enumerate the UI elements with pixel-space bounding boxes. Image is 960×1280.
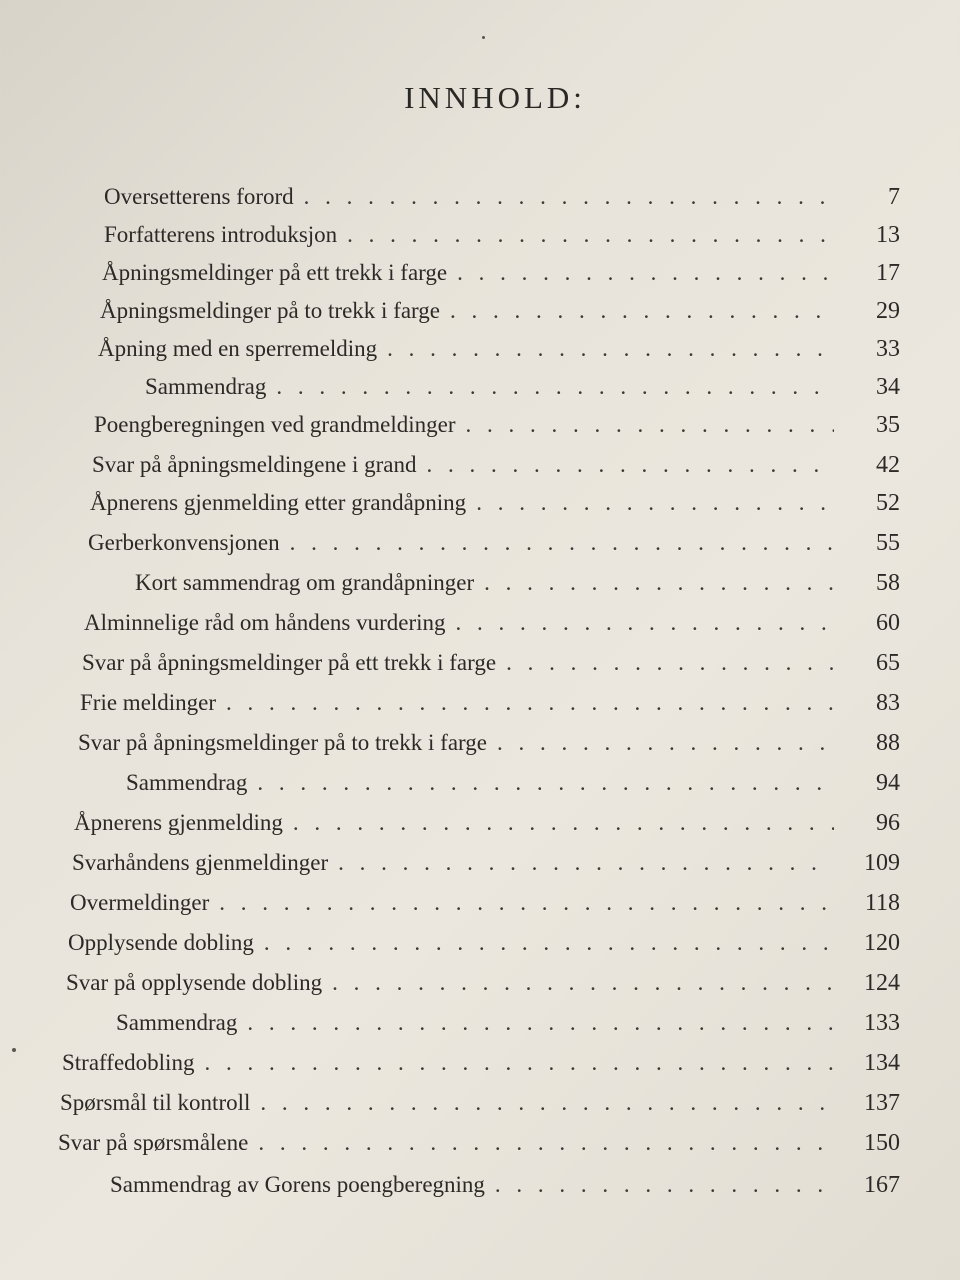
toc-entry-page: 124: [864, 970, 900, 996]
toc-entry-page: 55: [876, 530, 900, 556]
toc-entry-page: 167: [864, 1172, 900, 1198]
leader-dots: [347, 222, 834, 248]
leader-dots: [257, 770, 834, 796]
leader-dots: [456, 610, 834, 636]
toc-entry-label: Åpningsmeldinger på to trekk i farge: [100, 298, 441, 323]
toc-entry-label: Åpning med en sperremelding: [98, 336, 378, 361]
toc-entry: [88, 530, 900, 557]
toc-entry-label: Opplysende dobling: [68, 930, 254, 955]
toc-entry: [60, 1090, 900, 1117]
toc-entry: [98, 336, 900, 363]
toc-entry-sub: [126, 770, 900, 797]
toc-entry-label: Spørsmål til kontroll: [60, 1090, 251, 1115]
toc-entry-page: 33: [876, 336, 900, 362]
toc-entry: [72, 850, 900, 877]
leader-dots: [204, 1050, 834, 1076]
toc-entry-page: 88: [876, 730, 900, 756]
toc-entry-label: Åpnerens gjenmelding: [74, 810, 283, 835]
toc-entry: [66, 970, 900, 997]
leader-dots: [450, 298, 834, 324]
toc-entry-label: Straffedobling: [62, 1050, 195, 1075]
toc-entry-label: Poengberegningen ved grandmeldinger: [94, 412, 456, 437]
toc-entry-page: 60: [876, 610, 900, 636]
leader-dots: [338, 850, 834, 876]
toc-entry: [78, 730, 900, 757]
toc-entry-label: Forfatterens introduksjon: [104, 222, 338, 247]
leader-dots: [290, 530, 834, 556]
leader-dots: [293, 810, 834, 836]
toc-entry-label: Sammendrag: [145, 374, 267, 399]
toc-entry: [94, 412, 900, 439]
page-title: INNHOLD:: [404, 80, 586, 115]
toc-entry: [80, 690, 900, 717]
leader-dots: [387, 336, 834, 362]
toc-entry-label: Alminnelige råd om håndens vurdering: [84, 610, 446, 635]
toc-entry-page: 17: [876, 260, 900, 286]
toc-entry-page: 42: [876, 452, 900, 478]
toc-entry-page: 13: [876, 222, 900, 248]
toc-entry-label: Sammendrag av Gorens poengberegning: [110, 1172, 485, 1197]
toc-entry-page: 120: [864, 930, 900, 956]
toc-entry-label: Åpningsmeldinger på ett trekk i farge: [102, 260, 448, 285]
toc-entry: [104, 222, 900, 249]
toc-entry-page: 7: [888, 184, 900, 210]
toc-entry-sub: [110, 1172, 900, 1199]
toc-entry-label: Svarhåndens gjenmeldinger: [72, 850, 329, 875]
toc-entry-page: 83: [876, 690, 900, 716]
leader-dots: [484, 570, 834, 596]
toc-entry-page: 137: [864, 1090, 900, 1116]
toc-entry: [100, 298, 900, 325]
toc-entry-page: 109: [864, 850, 900, 876]
toc-entry-page: 94: [876, 770, 900, 796]
leader-dots: [426, 452, 834, 478]
toc-entry: [70, 890, 900, 917]
paper-speck: [12, 1048, 16, 1052]
toc-entry: [62, 1050, 900, 1077]
toc-entry-page: 150: [864, 1130, 900, 1156]
toc-entry-label: Svar på spørsmålene: [58, 1130, 249, 1155]
toc-entry-label: Åpnerens gjenmelding etter grandåpning: [90, 490, 467, 515]
toc-entry: [90, 490, 900, 517]
leader-dots: [332, 970, 834, 996]
toc-entry-label: Sammendrag: [116, 1010, 238, 1035]
toc-entry-label: Svar på åpningsmeldingene i grand: [92, 452, 417, 477]
toc-entry-page: 34: [876, 374, 900, 400]
toc-entry-page: 35: [876, 412, 900, 438]
toc-entry-sub: [135, 570, 900, 597]
toc-entry-page: 133: [864, 1010, 900, 1036]
leader-dots: [304, 184, 834, 210]
toc-entry: [58, 1130, 900, 1157]
toc-entry-label: Svar på åpningsmeldinger på to trekk i farge: [78, 730, 487, 755]
toc-entry: [92, 452, 900, 479]
leader-dots: [258, 1130, 834, 1156]
leader-dots: [506, 650, 834, 676]
leader-dots: [247, 1010, 834, 1036]
leader-dots: [497, 730, 834, 756]
toc-entry-page: 29: [876, 298, 900, 324]
toc-entry: [84, 610, 900, 637]
toc-entry-page: 118: [864, 890, 900, 916]
toc-entry-label: Svar på åpningsmeldinger på ett trekk i farge: [82, 650, 497, 675]
toc-entry-label: Sammendrag: [126, 770, 248, 795]
toc-entry: [102, 260, 900, 287]
toc-entry: [104, 184, 900, 211]
leader-dots: [264, 930, 834, 956]
leader-dots: [226, 690, 834, 716]
toc-entry-sub: [145, 374, 900, 401]
toc-entry-label: Svar på opplysende dobling: [66, 970, 323, 995]
toc-entry-page: 65: [876, 650, 900, 676]
leader-dots: [276, 374, 834, 400]
leader-dots: [466, 412, 835, 438]
toc-entry-page: 52: [876, 490, 900, 516]
leader-dots: [495, 1172, 834, 1198]
toc-entry-label: Overmeldinger: [70, 890, 210, 915]
toc-entry-label: Kort sammendrag om grandåpninger: [135, 570, 475, 595]
toc-entry-sub: [116, 1010, 900, 1037]
toc-entry-label: Oversetterens forord: [104, 184, 294, 209]
toc-entry: [82, 650, 900, 677]
toc-entry: [68, 930, 900, 957]
paper-speck: [482, 36, 485, 39]
leader-dots: [260, 1090, 834, 1116]
toc-entry-page: 96: [876, 810, 900, 836]
toc-entry-label: Frie meldinger: [80, 690, 217, 715]
leader-dots: [457, 260, 834, 286]
toc-entry-page: 58: [876, 570, 900, 596]
toc-entry: [74, 810, 900, 837]
leader-dots: [476, 490, 834, 516]
toc-entry-label: Gerberkonvensjonen: [88, 530, 280, 555]
toc-entry-page: 134: [864, 1050, 900, 1076]
leader-dots: [219, 890, 834, 916]
